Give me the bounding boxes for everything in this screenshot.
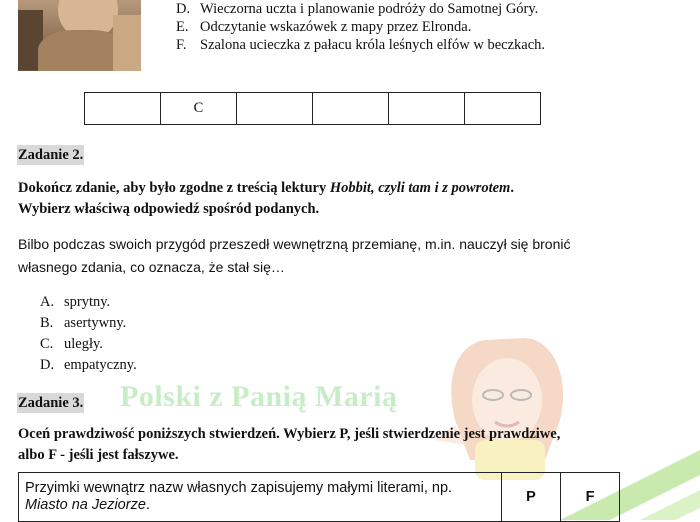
choice-text: asertywny. <box>64 315 127 331</box>
choice-text: uległy. <box>64 336 103 352</box>
instruction-text: Dokończ zdanie, aby było zgodne z treścią lektury <box>18 180 330 196</box>
instruction-text: Oceń prawdziwość poniższych stwierdzeń. Wybierz P, jeśli stwierdzenie jest prawdziwe, <box>18 426 561 442</box>
answer-cell-1[interactable] <box>85 93 161 125</box>
answer-cell-4[interactable] <box>313 93 389 125</box>
option-e <box>176 18 471 36</box>
choice-b[interactable] <box>40 313 126 334</box>
task3-instruction <box>18 424 560 466</box>
statement-text: . <box>145 497 150 513</box>
choice-letter: A. <box>40 294 55 310</box>
option-text: Szalona ucieczka z pałacu króla leśnych elfów w beczkach. <box>200 37 546 53</box>
task2-heading: Zadanie 2. <box>18 147 84 163</box>
choice-c[interactable] <box>40 334 103 355</box>
false-option[interactable]: F <box>561 473 620 522</box>
true-false-table <box>18 472 620 522</box>
instruction-text: albo F - jeśli jest fałszywe. <box>18 447 179 463</box>
option-text: Wieczorna uczta i planowanie podróży do Samotnej Góry. <box>200 1 539 17</box>
option-text: Odczytanie wskazówek z mapy przez Elronda. <box>200 19 472 35</box>
statement-cell <box>19 473 502 522</box>
book-illustration <box>18 0 141 71</box>
statement-text: Przyimki wewnątrz nazw własnych zapisujemy małymi literami, np. <box>25 480 453 496</box>
option-f <box>176 36 545 54</box>
choice-letter: D. <box>40 357 55 373</box>
option-d <box>176 0 538 18</box>
choice-letter: C. <box>40 336 54 352</box>
task2-question <box>18 233 570 279</box>
question-text: Bilbo podczas swoich przygód przeszedł wewnętrzną przemianę, m.in. nauczył się bronić <box>18 236 571 252</box>
choice-a[interactable] <box>40 292 110 313</box>
option-letter: E. <box>176 19 189 35</box>
task3-heading: Zadanie 3. <box>18 395 84 411</box>
answer-order-table <box>84 92 541 125</box>
answer-cell-3[interactable] <box>237 93 313 125</box>
statement-example: Miasto na Jeziorze <box>25 497 146 513</box>
watermark-text: Polski z Panią Marią <box>120 380 398 413</box>
true-option[interactable]: P <box>502 473 561 522</box>
option-letter: F. <box>176 37 187 53</box>
task2-instruction <box>18 178 514 220</box>
answer-cell-6[interactable] <box>465 93 541 125</box>
choice-letter: B. <box>40 315 54 331</box>
choice-text: sprytny. <box>64 294 111 310</box>
choice-text: empatyczny. <box>64 357 137 373</box>
book-title: Hobbit, czyli tam i z powrotem <box>329 180 511 196</box>
instruction-text: . <box>510 180 514 196</box>
choice-d[interactable] <box>40 355 137 376</box>
table-row <box>19 473 620 522</box>
question-text: własnego zdania, co oznacza, że stał się… <box>18 259 285 275</box>
answer-cell-2[interactable]: C <box>161 93 237 125</box>
answer-cell-5[interactable] <box>389 93 465 125</box>
instruction-text: Wybierz właściwą odpowiedź spośród podanych. <box>18 201 320 217</box>
option-letter: D. <box>176 1 191 17</box>
